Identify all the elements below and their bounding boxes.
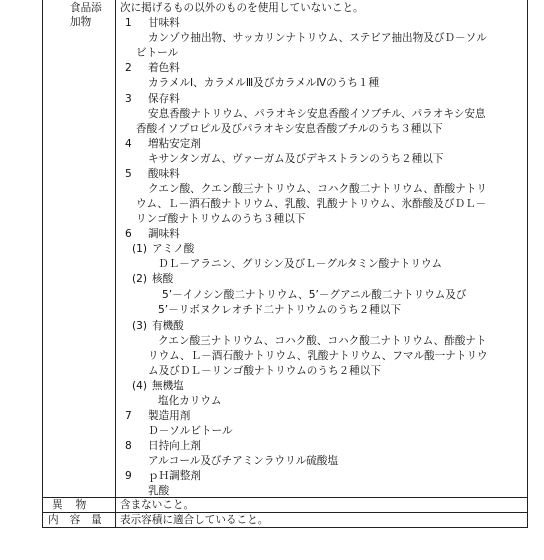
row-value-foreign-matter: 含まないこと。 <box>120 499 195 511</box>
row-label-foreign-matter: 異物 <box>52 499 100 511</box>
subsection-text: クエン酸三ナトリウム、コハク酸、コハク酸二ナトリウム、酢酸ナト <box>158 335 487 347</box>
section-text: カンゾウ抽出物、サッカリンナトリウム、ステビア抽出物及びＤ－ソル <box>148 32 487 44</box>
section-text: 香酸イソプロピル及びパラオキシ安息香酸ブチルのうち３種以下 <box>136 123 443 135</box>
section-text: ビトール <box>136 47 179 59</box>
section-text: 安息香酸ナトリウム、パラオキシ安息香酸イソブチル、パラオキシ安息 <box>148 108 486 120</box>
subsection-text: 5’－リボヌクレオチド二ナトリウムのうち２種以下 <box>158 304 402 316</box>
section-text: カラメルⅠ、カラメルⅢ及びカラメルⅣのうち１種 <box>148 77 380 89</box>
subsection-title-amino-acid: アミノ酸 <box>152 243 195 255</box>
section-number: 9 <box>125 470 132 482</box>
subsection-title-nucleic-acid: 核酸 <box>152 273 174 285</box>
subsection-text: 塩化カリウム <box>158 395 222 407</box>
section-title-ph-adjuster: ｐＨ調整剤 <box>148 470 201 482</box>
section-text: 乳酸 <box>148 485 170 497</box>
section-text: クエン酸、クエン酸三ナトリウム、コハク酸二ナトリウム、酢酸ナトリ <box>148 183 487 195</box>
category-label-cont: 加物 <box>70 16 92 28</box>
section-title-colorant: 着色料 <box>148 62 180 74</box>
subsection-text: ム及びＤＬ－リンゴ酸ナトリウムのうち２種以下 <box>148 365 381 377</box>
row-value-content: 表示容積に適合していること。 <box>120 514 269 526</box>
subsection-number: (3) <box>132 320 148 332</box>
subsection-number: (4) <box>132 380 148 392</box>
subsection-number: (1) <box>132 243 148 255</box>
category-label: 食品添 <box>70 2 102 14</box>
section-title-shelf-life: 日持向上剤 <box>148 440 201 452</box>
section-text: Ｄ－ソルビトール <box>148 425 233 437</box>
subsection-text: ＤＬ－アラニン、グリシン及びＬ－グルタミン酸ナトリウム <box>158 258 443 270</box>
section-number: 1 <box>125 17 132 29</box>
section-title-thickener: 増粘安定剤 <box>148 138 201 150</box>
subsection-number: (2) <box>132 273 148 285</box>
section-title-acidulant: 酸味料 <box>148 168 180 180</box>
section-number: 2 <box>125 62 132 74</box>
subsection-text: リウム、Ｌ－酒石酸ナトリウム、乳酸ナトリウム、フマル酸一ナトリウ <box>148 350 488 362</box>
section-title-processing-agent: 製造用剤 <box>148 410 191 422</box>
section-number: 8 <box>125 440 132 452</box>
section-text: アルコール及びチアミンラウリル硫酸塩 <box>148 455 339 467</box>
table-border-right <box>527 0 528 528</box>
section-title-seasoning: 調味料 <box>148 228 180 240</box>
table-border-bottom <box>42 527 528 528</box>
section-number: 6 <box>125 228 132 240</box>
column-divider <box>115 0 116 528</box>
section-title-sweetener: 甘味料 <box>148 17 180 29</box>
section-number: 7 <box>125 410 132 422</box>
section-number: 5 <box>125 168 132 180</box>
section-number: 4 <box>125 138 132 150</box>
subsection-text: 5’－イノシン酸二ナトリウム、5’－グアニル酸二ナトリウム及び <box>162 289 467 301</box>
row-label-content: 内容量 <box>48 514 113 526</box>
section-text: リンゴ酸ナトリウムのうち３種以下 <box>136 213 306 225</box>
section-text: キサンタンガム、ヴァーガム及びデキストランのうち２種以下 <box>148 153 444 165</box>
subsection-title-inorganic-salt: 無機塩 <box>152 380 184 392</box>
intro-text: 次に掲げるもの以外のものを使用していないこと。 <box>120 2 364 14</box>
subsection-title-organic-acid: 有機酸 <box>152 320 184 332</box>
row-divider-content <box>42 512 528 513</box>
section-text: ウム、Ｌ－酒石酸ナトリウム、乳酸、乳酸ナトリウム、氷酢酸及びＤＬ－ <box>136 198 487 210</box>
table-border-left <box>42 0 43 528</box>
section-number: 3 <box>125 93 132 105</box>
section-title-preservative: 保存料 <box>148 93 180 105</box>
row-divider-foreign <box>42 497 528 498</box>
